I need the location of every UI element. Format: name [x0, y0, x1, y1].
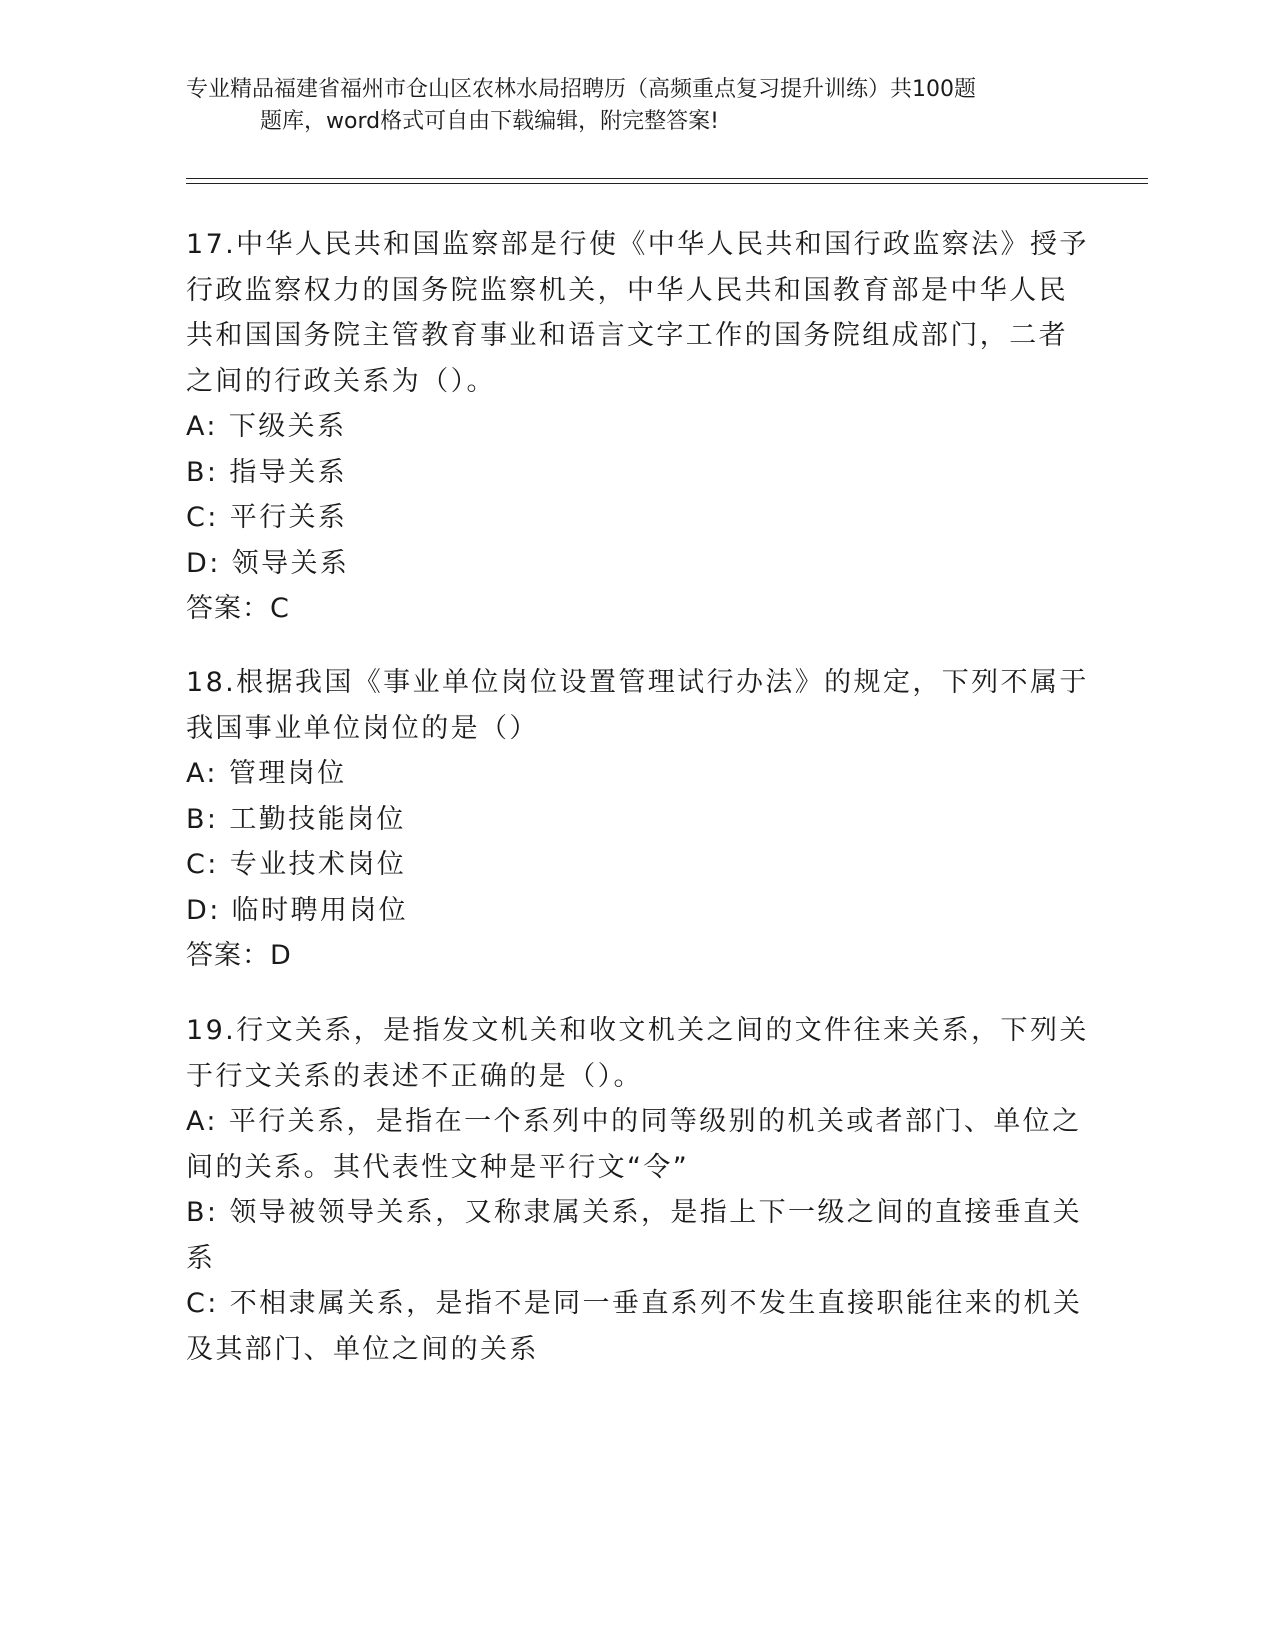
question-stem [186, 660, 1089, 751]
option-a [186, 1099, 1086, 1190]
header-line-2: 题库，word格式可自由下载编辑，附完整答案! [260, 109, 719, 134]
header-line-1: 专业精品福建省福州市仓山区农林水局招聘历（高频重点复习提升训练）共100题 [186, 77, 976, 102]
option-text: A: 管理岗位 [186, 758, 347, 789]
option-text: A: 下级关系 [186, 411, 347, 442]
option-a [186, 751, 1086, 797]
option-b [186, 1190, 1086, 1281]
question-stem [186, 222, 1089, 404]
option-c [186, 1281, 1086, 1372]
stem-line: 之间的行政关系为（）。 [186, 365, 496, 397]
option-c [186, 842, 1086, 888]
option-text: 及其部门、单位之间的关系 [186, 1333, 539, 1365]
stem-line: 19.行文关系，是指发文机关和收文机关之间的文件往来关系，下列关 [186, 1015, 1089, 1046]
option-text: C: 平行关系 [186, 502, 348, 533]
stem-line: 18.根据我国《事业单位岗位设置管理试行办法》的规定，下列不属于 [186, 667, 1089, 698]
header-rule-top [186, 178, 1148, 179]
option-text: A: 平行关系，是指在一个系列中的同等级别的机关或者部门、单位之 [186, 1106, 1082, 1137]
answer: 答案：C [186, 593, 290, 624]
stem-line: 于行文关系的表述不正确的是（）。 [186, 1060, 643, 1092]
stem-line: 共和国国务院主管教育事业和语言文字工作的国务院组成部门，二者 [186, 320, 1068, 351]
option-text: 间的关系。其代表性文种是平行文“令” [186, 1151, 690, 1183]
question-18 [186, 660, 1089, 979]
option-text: 系 [186, 1242, 216, 1274]
document-header [186, 74, 1086, 138]
header-rule-bottom [186, 183, 1148, 184]
stem-line: 我国事业单位岗位的是（） [186, 712, 539, 744]
option-text: B: 工勤技能岗位 [186, 803, 406, 835]
option-text: C: 不相隶属关系，是指不是同一垂直系列不发生直接职能往来的机关 [186, 1288, 1083, 1319]
answer: 答案：D [186, 940, 292, 971]
option-c [186, 495, 1086, 541]
stem-line: 行政监察权力的国务院监察机关，中华人民共和国教育部是中华人民 [186, 274, 1068, 306]
question-19 [186, 1008, 1089, 1372]
stem-line: 17.中华人民共和国监察部是行使《中华人民共和国行政监察法》授予 [186, 229, 1089, 260]
question-stem [186, 1008, 1089, 1099]
option-d [186, 541, 1086, 587]
option-text: D: 领导关系 [186, 547, 350, 579]
option-b [186, 797, 1086, 843]
option-text: B: 领导被领导关系，又称隶属关系，是指上下一级之间的直接垂直关 [186, 1197, 1083, 1228]
option-b [186, 450, 1086, 496]
option-text: C: 专业技术岗位 [186, 849, 407, 880]
option-a [186, 404, 1086, 450]
option-text: D: 临时聘用岗位 [186, 894, 409, 926]
option-d [186, 888, 1086, 934]
option-text: B: 指导关系 [186, 456, 348, 488]
question-17 [186, 222, 1089, 632]
